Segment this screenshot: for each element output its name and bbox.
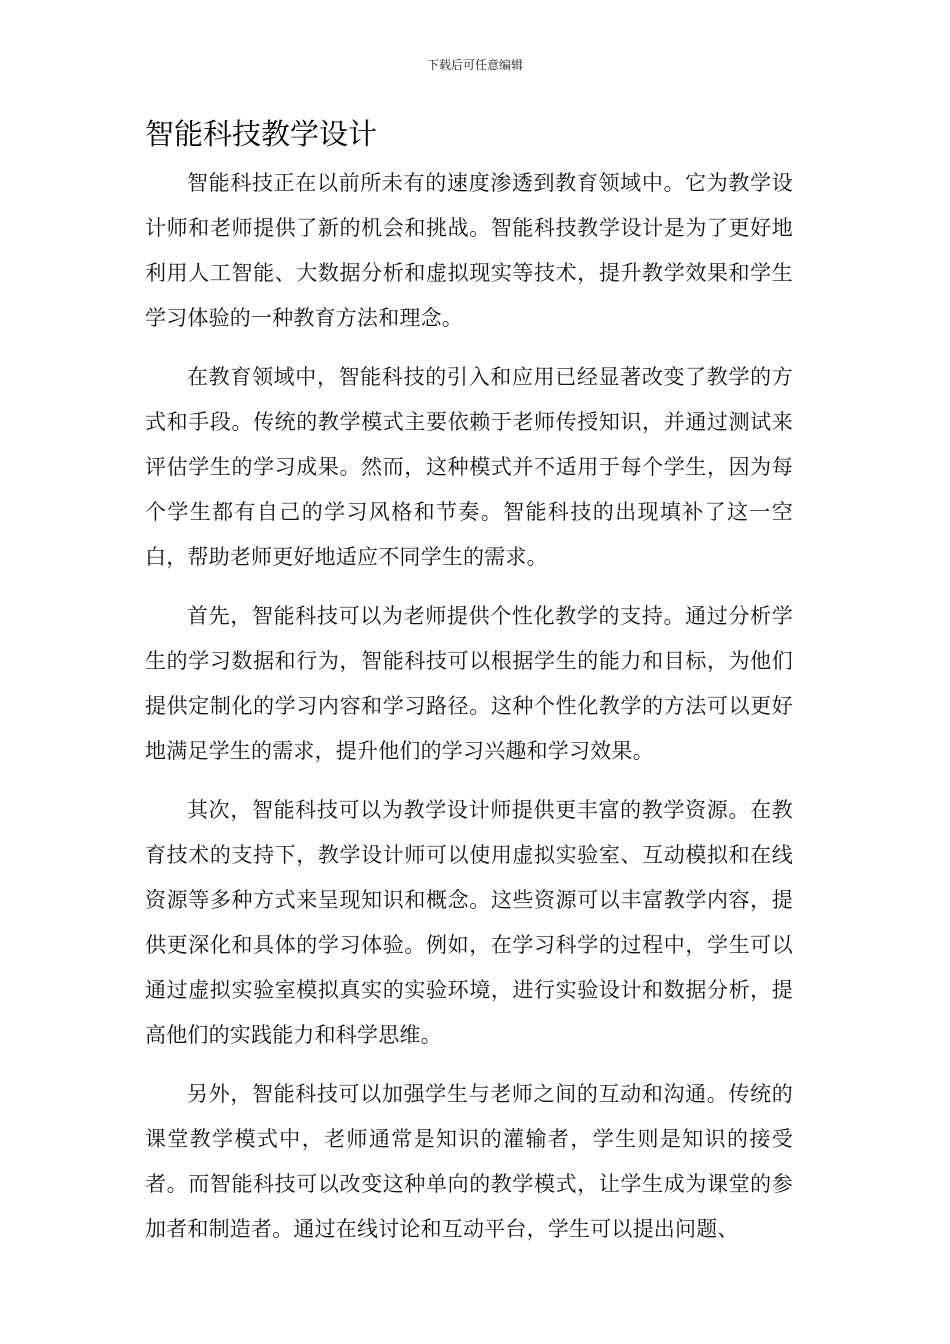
paragraph-2: 在教育领域中，智能科技的引入和应用已经显著改变了教学的方式和手段。传统的教学模式主要依赖于老师传授知识，并通过测试来评估学生的学习成果。然而，这种模式并不适用于每个学生，因为每个学生都有自己的学习风格和节奏。智能科技的出现填补了这一空白，帮助老师更好地适应不同学生的需求。 bbox=[145, 365, 793, 569]
paragraph-5: 另外，智能科技可以加强学生与老师之间的互动和沟通。传统的课堂教学模式中，老师通常是知识的灌输者，学生则是知识的接受者。而智能科技可以改变这种单向的教学模式，让学生成为课堂的参加者和制造者。通过在线讨论和互动平台，学生可以提出问题、 bbox=[145, 1082, 793, 1241]
paragraph-3: 首先，智能科技可以为老师提供个性化教学的支持。通过分析学生的学习数据和行为，智能科技可以根据学生的能力和目标，为他们提供定制化的学习内容和学习路径。这种个性化教学的方法可以更好地满足学生的需求，提升他们的学习兴趣和学习效果。 bbox=[145, 604, 793, 763]
paragraph-1: 智能科技正在以前所未有的速度渗透到教育领域中。它为教学设计师和老师提供了新的机会和挑战。智能科技教学设计是为了更好地利用人工智能、大数据分析和虚拟现实等技术，提升教学效果和学生学习体验的一种教育方法和理念。 bbox=[145, 171, 793, 330]
document-body bbox=[145, 161, 793, 1266]
document-title: 智能科技教学设计 bbox=[145, 117, 378, 151]
paragraph-4: 其次，智能科技可以为教学设计师提供更丰富的教学资源。在教育技术的支持下，教学设计师可以使用虚拟实验室、互动模拟和在线资源等多种方式来呈现知识和概念。这些资源可以丰富教学内容，提供更深化和具体的学习体验。例如，在学习科学的过程中，学生可以通过虚拟实验室模拟真实的实验环境，进行实验设计和数据分析，提高他们的实践能力和科学思维。 bbox=[145, 798, 793, 1047]
page-header-note: 下载后可任意编辑 bbox=[426, 58, 523, 72]
